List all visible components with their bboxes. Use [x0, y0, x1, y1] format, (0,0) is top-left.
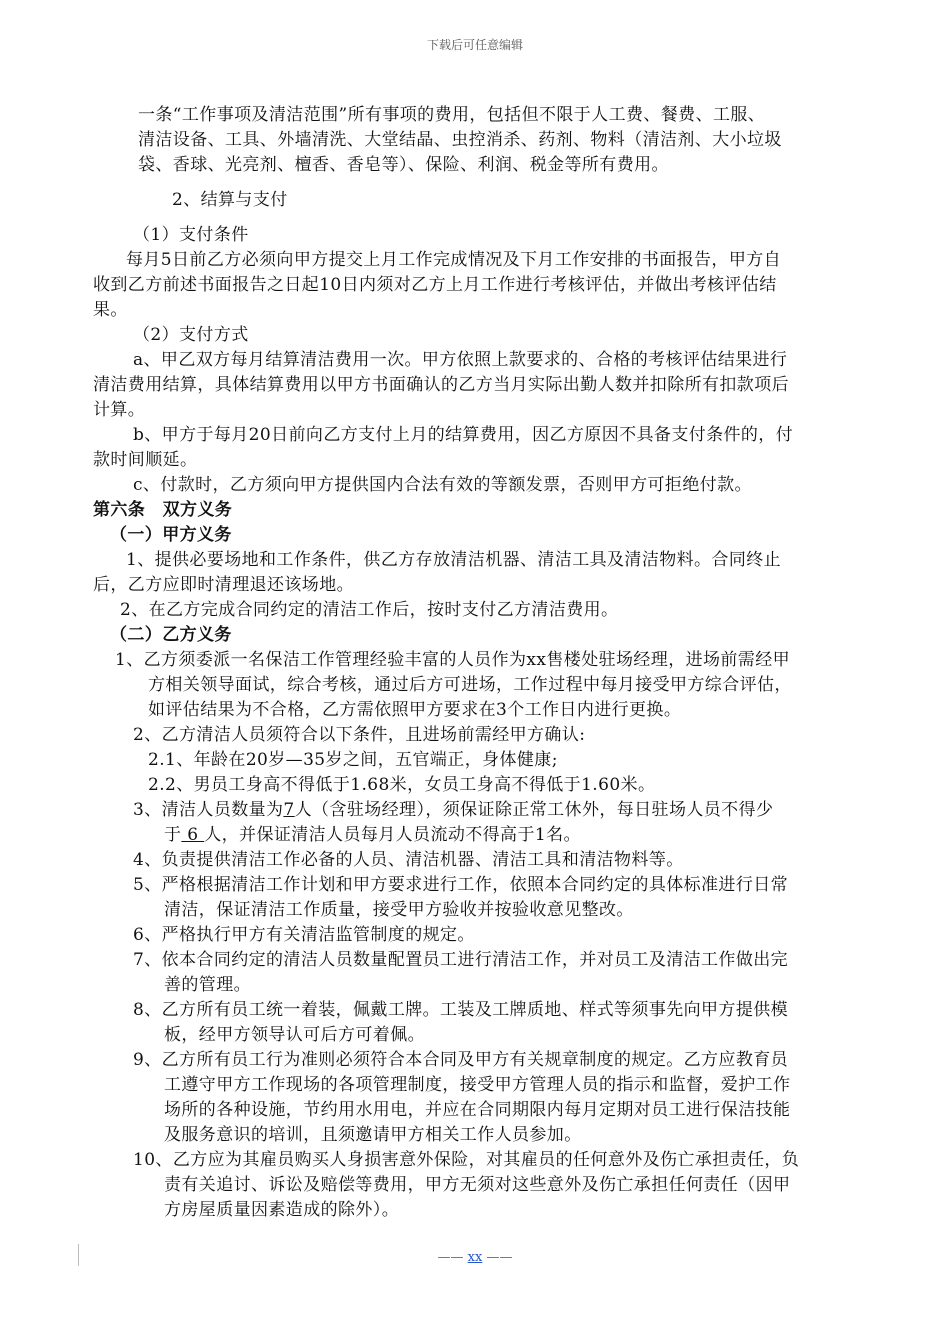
page-number: xx: [467, 1250, 483, 1265]
page-footer: [0, 1250, 950, 1265]
text-line: 2.2、男员工身高不得低于1.68米，女员工身高不得低于1.60米。: [148, 775, 656, 795]
article-heading: 第六条 双方义务: [93, 500, 233, 520]
text-line: 场所的各种设施，节约用水用电，并应在合同期限内每月定期对员工进行保洁技能: [164, 1100, 791, 1120]
text-line: 9、乙方所有员工行为准则必须符合本合同及甲方有关规章制度的规定。乙方应教育员: [133, 1050, 789, 1070]
section-heading: 2、结算与支付: [172, 190, 288, 210]
text-line: 2.1、年龄在20岁—35岁之间，五官端正，身体健康;: [148, 750, 558, 770]
text-line: 方房屋质量因素造成的除外）。: [164, 1200, 400, 1220]
text-line: b、甲方于每月20日前向乙方支付上月的结算费用，因乙方原因不具备支付条件的，付: [133, 425, 794, 445]
text-line: 1、提供必要场地和工作条件，供乙方存放清洁机器、清洁工具及清洁物料。合同终止: [126, 550, 782, 570]
underlined-value: 7: [283, 800, 295, 820]
text-run: 于: [164, 825, 182, 845]
text-line: 方相关领导面试，综合考核，通过后方可进场，工作过程中每月接受甲方综合评估，: [148, 675, 792, 695]
text-line: 及服务意识的培训，且须邀请甲方相关工作人员参加。: [164, 1125, 582, 1145]
text-run: 人，并保证清洁人员每月人员流动不得高于1名。: [204, 825, 581, 845]
text-line: 6、严格执行甲方有关清洁监管制度的规定。: [133, 925, 475, 945]
text-line: 收到乙方前述书面报告之日起10日内须对乙方上月工作进行考核评估，并做出考核评估结: [93, 275, 777, 295]
text-line: 1、乙方须委派一名保洁工作管理经验丰富的人员作为xx售楼处驻场经理，进场前需经甲: [115, 650, 790, 670]
text-run: 人（含驻场经理），须保证除正常工休外，每日驻场人员不得少: [294, 800, 774, 820]
text-line: 2、在乙方完成合同约定的清洁工作后，按时支付乙方清洁费用。: [120, 600, 619, 620]
subsection-heading: （2）支付方式: [133, 325, 249, 345]
page-header: 下载后可任意编辑: [426, 38, 523, 52]
text-line: 责有关追讨、诉讼及赔偿等费用，甲方无须对这些意外及伤亡承担任何责任（因甲: [164, 1175, 791, 1195]
text-line: 后，乙方应即时清理退还该场地。: [93, 575, 354, 595]
text-run: 3、清洁人员数量为: [133, 800, 284, 820]
text-line: 8、乙方所有员工统一着装，佩戴工牌。工装及工牌质地、样式等须事先向甲方提供模: [133, 1000, 789, 1020]
underlined-value: [181, 825, 204, 845]
text-line: 善的管理。: [164, 975, 251, 995]
footer-dash-left: ——: [437, 1250, 464, 1265]
underlined-value-text: 6: [187, 825, 199, 845]
text-line: 2、乙方清洁人员须符合以下条件，且进场前需经甲方确认:: [133, 725, 586, 745]
text-line: 清洁，保证清洁工作质量，接受甲方验收并按验收意见整改。: [164, 900, 634, 920]
subsection-heading: （二）乙方义务: [110, 625, 232, 645]
text-line: [164, 823, 581, 847]
text-line: 5、严格根据清洁工作计划和甲方要求进行工作，依照本合同约定的具体标准进行日常: [133, 875, 789, 895]
text-line: 清洁设备、工具、外墙清洗、大堂结晶、虫控消杀、药剂、物料（清洁剂、大小垃圾: [138, 130, 782, 150]
text-line: 果。: [93, 300, 128, 320]
subsection-heading: （1）支付条件: [133, 225, 249, 245]
subsection-heading: （一）甲方义务: [110, 525, 232, 545]
text-line: c、付款时，乙方须向甲方提供国内合法有效的等额发票，否则甲方可拒绝付款。: [133, 475, 752, 495]
footer-dash-right: ——: [486, 1250, 513, 1265]
text-line: 4、负责提供清洁工作必备的人员、清洁机器、清洁工具和清洁物料等。: [133, 850, 684, 870]
text-line: 计算。: [93, 400, 146, 420]
text-line: 袋、香球、光亮剂、檀香、香皂等）、保险、利润、税金等所有费用。: [138, 155, 669, 175]
text-line: a、甲乙双方每月结算清洁费用一次。甲方依照上款要求的、合格的考核评估结果进行: [133, 350, 788, 370]
text-line: 清洁费用结算，具体结算费用以甲方书面确认的乙方当月实际出勤人数并扣除所有扣款项后: [93, 375, 789, 395]
text-line: 10、乙方应为其雇员购买人身损害意外保险，对其雇员的任何意外及伤亡承担责任，负: [133, 1150, 800, 1170]
text-line: 款时间顺延。: [93, 450, 198, 470]
text-line: 一条“工作事项及清洁范围”所有事项的费用，包括但不限于人工费、餐费、工服、: [138, 105, 766, 125]
text-line: 7、依本合同约定的清洁人员数量配置员工进行清洁工作，并对员工及清洁工作做出完: [133, 950, 789, 970]
text-line: 每月5日前乙方必须向甲方提交上月工作完成情况及下月工作安排的书面报告，甲方自: [126, 250, 782, 270]
text-line: [133, 798, 773, 822]
text-line: 如评估结果为不合格，乙方需依照甲方要求在3个工作日内进行更换。: [148, 700, 682, 720]
text-line: 板，经甲方领导认可后方可着佩。: [164, 1025, 425, 1045]
text-line: 工遵守甲方工作现场的各项管理制度，接受甲方管理人员的指示和监督，爱护工作: [164, 1075, 791, 1095]
